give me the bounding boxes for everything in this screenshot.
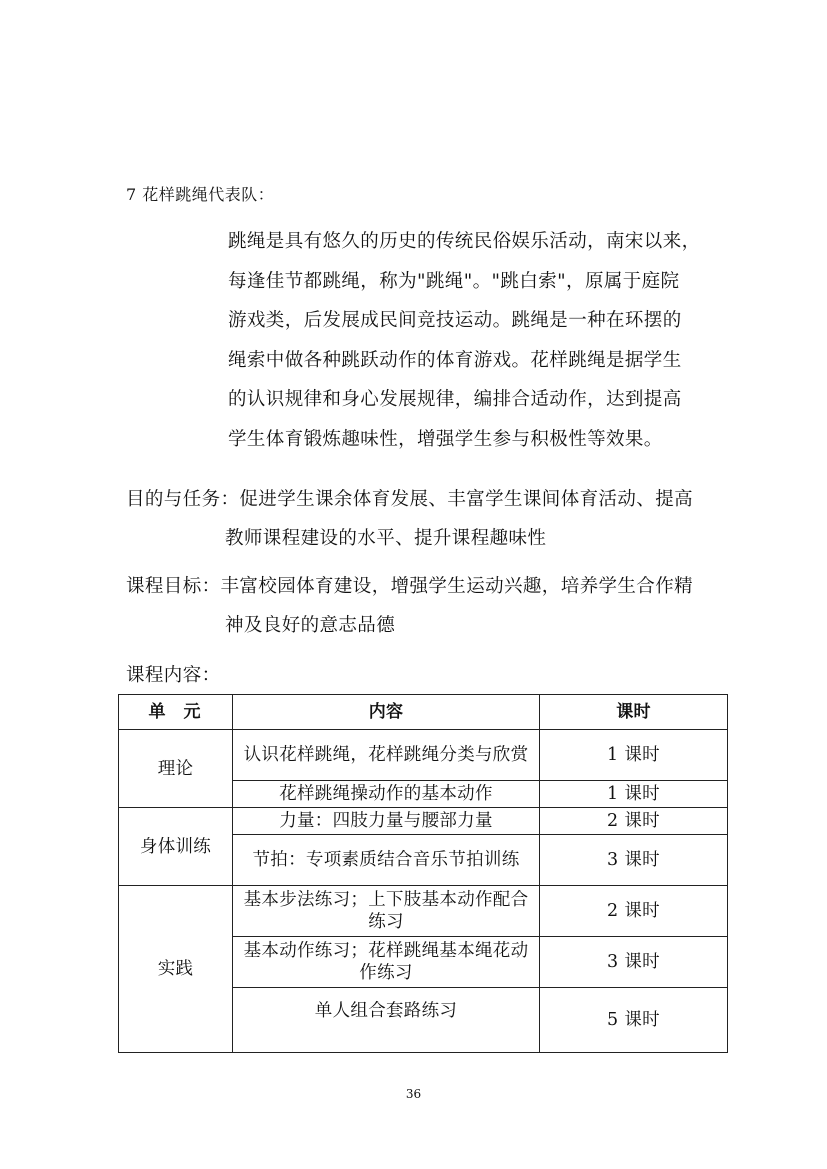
course-content-table <box>118 694 728 1053</box>
content-cell: 基本动作练习；花样跳绳基本绳花动作练习 <box>233 937 540 988</box>
course-content-label: 课程内容： <box>126 665 221 686</box>
header-content: 内容 <box>233 695 540 730</box>
table-header-row <box>119 695 728 730</box>
header-unit: 单元 <box>119 695 233 730</box>
hours-cell: 1 课时 <box>540 730 728 781</box>
hours-cell: 2 课时 <box>540 808 728 835</box>
content-cell: 单人组合套路练习 <box>233 988 540 1053</box>
intro-paragraph <box>228 222 708 459</box>
intro-line: 绳索中做各种跳跃动作的体育游戏。花样跳绳是据学生 <box>228 349 682 371</box>
goal-line: 教师课程建设的水平、提升课程趣味性 <box>225 528 547 549</box>
intro-line: 游戏类，后发展成民间竞技运动。跳绳是一种在环摆的 <box>228 310 682 331</box>
page-number: 36 <box>405 1087 422 1101</box>
section-heading: 7 花样跳绳代表队： <box>126 185 275 204</box>
intro-line: 每逢佳节都跳绳，称为"跳绳"。"跳白索"，原属于庭院 <box>228 270 680 292</box>
content-cell: 花样跳绳操动作的基本动作 <box>233 781 540 808</box>
content-cell: 力量：四肢力量与腰部力量 <box>233 808 540 835</box>
target-line: 神及良好的意志品德 <box>225 615 396 636</box>
unit-cell: 理论 <box>119 730 233 808</box>
goal-paragraph <box>126 480 693 558</box>
content-cell: 节拍：专项素质结合音乐节拍训练 <box>233 835 540 886</box>
content-cell: 认识花样跳绳，花样跳绳分类与欣赏 <box>233 730 540 781</box>
intro-line: 的认识规律和身心发展规律，编排合适动作，达到提高 <box>228 389 682 410</box>
hours-cell: 5 课时 <box>540 988 728 1053</box>
course-target-paragraph <box>126 567 693 645</box>
intro-line: 学生体育锻炼趣味性，增强学生参与积极性等效果。 <box>228 428 663 450</box>
target-line: 课程目标：丰富校园体育建设，增强学生运动兴趣，培养学生合作精 <box>126 576 694 597</box>
intro-line: 跳绳是具有悠久的历史的传统民俗娱乐活动，南宋以来， <box>228 231 701 252</box>
header-hours: 课时 <box>540 695 728 730</box>
table-row <box>119 730 728 781</box>
goal-line: 目的与任务：促进学生课余体育发展、丰富学生课间体育活动、提高 <box>126 489 694 510</box>
unit-cell: 实践 <box>119 886 233 1053</box>
unit-cell: 身体训练 <box>119 808 233 886</box>
hours-cell: 2 课时 <box>540 886 728 937</box>
table-row <box>119 808 728 835</box>
hours-cell: 3 课时 <box>540 835 728 886</box>
content-cell: 基本步法练习；上下肢基本动作配合练习 <box>233 886 540 937</box>
table-row <box>119 886 728 937</box>
hours-cell: 3 课时 <box>540 937 728 988</box>
hours-cell: 1 课时 <box>540 781 728 808</box>
